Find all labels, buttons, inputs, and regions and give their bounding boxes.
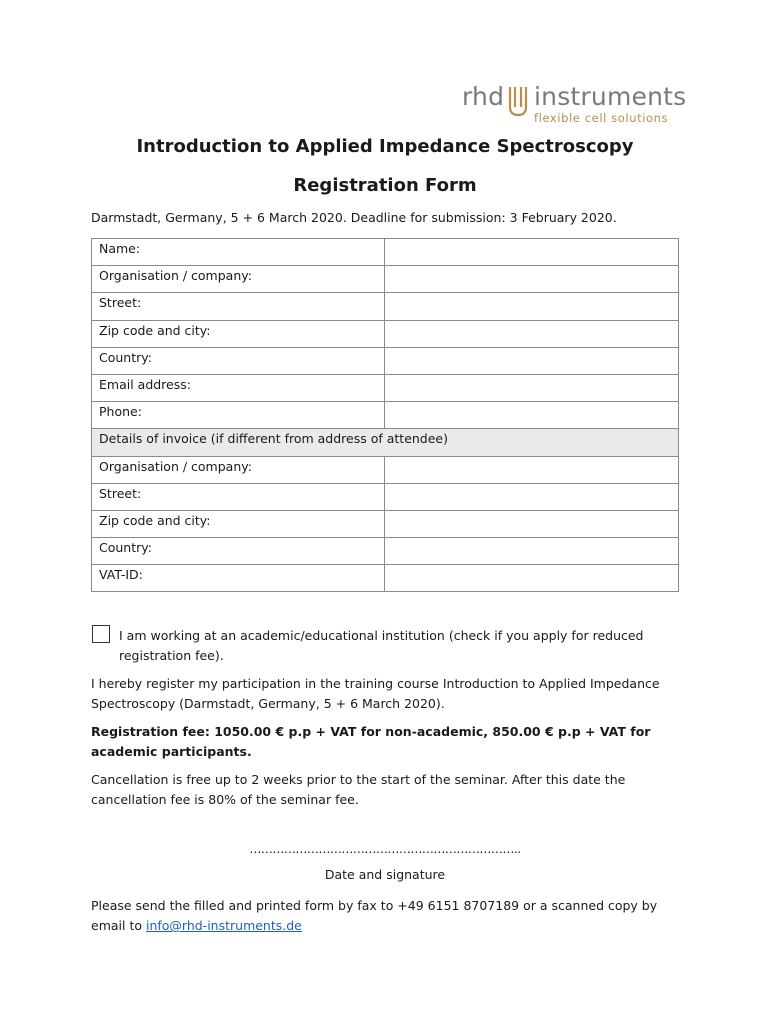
- table-row: [92, 266, 679, 293]
- signature-line: ……………………………………………………………..: [249, 842, 521, 856]
- cancellation-policy: Cancellation is free up to 2 weeks prior to the start of the seminar. After this date the cancellation fee is 80% of the seminar fee.: [91, 772, 626, 807]
- invoice-input-country[interactable]: [384, 538, 678, 565]
- field-input-phone[interactable]: [384, 402, 678, 429]
- academic-checkbox[interactable]: [92, 625, 110, 643]
- signature-label: Date and signature: [324, 867, 446, 882]
- table-row: [92, 320, 679, 347]
- logo-tagline: flexible cell solutions: [534, 111, 669, 125]
- table-row: [92, 347, 679, 374]
- field-input-street[interactable]: [384, 293, 678, 320]
- logo-word-instruments: instruments: [534, 82, 687, 111]
- academic-checkbox-label: I am working at an academic/educational institution (check if you apply for reduced registration fee).: [119, 628, 644, 663]
- invoice-input-zip-city[interactable]: [384, 510, 678, 537]
- table-row: [92, 483, 679, 510]
- field-input-email[interactable]: [384, 374, 678, 401]
- registration-statement: I hereby register my participation in the training course Introduction to Applied Impedance Spectroscopy (Darmstadt, Germany, 5 + 6 March 2020).: [91, 676, 660, 711]
- invoice-label-vat-id: VAT-ID:: [92, 565, 385, 592]
- registration-table: [91, 238, 679, 592]
- field-label-organisation: Organisation / company:: [92, 266, 385, 293]
- field-input-country[interactable]: [384, 347, 678, 374]
- table-row: [92, 510, 679, 537]
- field-input-zip-city[interactable]: [384, 320, 678, 347]
- invoice-input-vat-id[interactable]: [384, 565, 678, 592]
- invoice-header-label: Details of invoice (if different from address of attendee): [92, 429, 679, 456]
- field-label-phone: Phone:: [92, 402, 385, 429]
- field-input-name[interactable]: [384, 239, 678, 266]
- logo-word-rhd: rhd: [462, 82, 505, 111]
- invoice-input-organisation[interactable]: [384, 456, 678, 483]
- invoice-label-organisation: Organisation / company:: [92, 456, 385, 483]
- event-info: Darmstadt, Germany, 5 + 6 March 2020. Deadline for submission: 3 February 2020.: [91, 210, 617, 225]
- table-row: [92, 374, 679, 401]
- field-label-country: Country:: [92, 347, 385, 374]
- invoice-label-zip-city: Zip code and city:: [92, 510, 385, 537]
- table-row: [92, 565, 679, 592]
- company-logo: [462, 82, 687, 126]
- logo-mark-icon: [507, 85, 529, 117]
- field-label-email: Email address:: [92, 374, 385, 401]
- field-label-street: Street:: [92, 293, 385, 320]
- invoice-label-street: Street:: [92, 483, 385, 510]
- field-label-zip-city: Zip code and city:: [92, 320, 385, 347]
- invoice-label-country: Country:: [92, 538, 385, 565]
- field-input-organisation[interactable]: [384, 266, 678, 293]
- submission-text: Please send the filled and printed form by fax to +49 6151 8707189 or a scanned copy by email to: [91, 898, 658, 933]
- table-row: [92, 239, 679, 266]
- email-link[interactable]: info@rhd-instruments.de: [145, 918, 302, 933]
- field-label-name: Name:: [92, 239, 385, 266]
- invoice-section-header: [92, 429, 679, 456]
- table-row: [92, 456, 679, 483]
- table-row: [92, 402, 679, 429]
- table-row: [92, 538, 679, 565]
- invoice-input-street[interactable]: [384, 483, 678, 510]
- table-row: [92, 293, 679, 320]
- document-subtitle: Registration Form: [293, 175, 477, 196]
- registration-fee: Registration fee: 1050.00 € p.p + VAT for non-academic, 850.00 € p.p + VAT for academic participants.: [91, 724, 651, 759]
- submission-instructions: [91, 896, 681, 936]
- document-title: Introduction to Applied Impedance Spectroscopy: [136, 136, 634, 157]
